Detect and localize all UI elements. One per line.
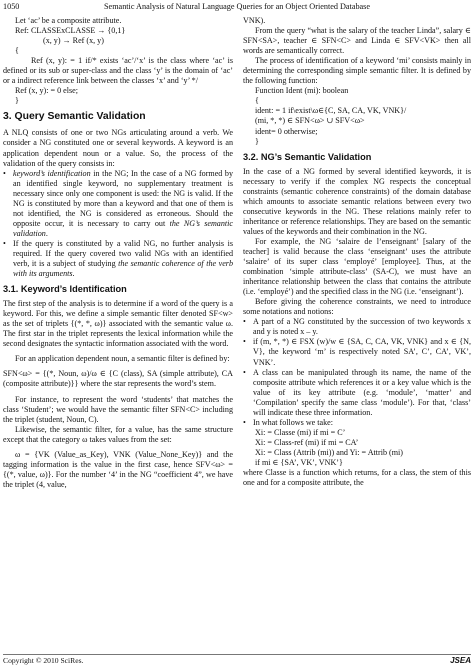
code-line: (x, y) → Ref (x, y) — [43, 36, 104, 46]
definition-line: Xi: = Classe (mi) if mi = C’ — [255, 427, 346, 437]
code-line: Function Ident (mi): boolean — [255, 86, 349, 96]
subsection-title: 3.1. Keyword’s Identification — [3, 284, 127, 295]
bullet-text: A part of a NG constituted by the succession of two keywords x and y is noted x – y. — [253, 317, 471, 337]
definition-line: Xi: = Class (Attrib (mi)) and Yi: = Attrib (mi) — [255, 447, 403, 457]
paragraph: SFN<ω> = {(*, Noun, ω)/ω ∈ {C (class), SA (simple attribute), CA (composite attribute)}} where the star represents the word’s stem. — [3, 369, 233, 389]
definition-line: Xi: = Class-ref (mi) if mi = CA’ — [255, 437, 359, 447]
bullet-icon: • — [3, 168, 6, 178]
subsection-title: 3.2. NG’s Semantic Validation — [243, 151, 372, 162]
bullet-item — [243, 368, 471, 418]
code-line: } — [15, 96, 19, 106]
paragraph: A NLQ consists of one or two NGs articulating around a verb. We consider a NG constituted one or several keywords. A keyword is an application dependent noun or a value. So, the process of the validation of the query consists in: — [3, 128, 233, 168]
bullet-item — [243, 418, 471, 428]
right-column — [243, 16, 471, 488]
bullet-icon: • — [3, 238, 6, 248]
code-line: Ref (x, y): = 1 if/* exists ‘ac’/‘x’ is the class where ‘ac’ is defined or its sub or super-class and the class ‘y’ is the domain of ‘ac’ or a indirect reference link between the classes ‘x’ and ‘y’ */ — [3, 56, 233, 86]
page-number: 1050 — [3, 2, 20, 11]
code-line: ident: = 1 if\exist\ω∈{C, SA, CA, VK, VNK}/ — [255, 106, 407, 116]
bullet-icon: • — [243, 317, 246, 327]
code-line: { — [15, 46, 19, 56]
bullet-item — [243, 317, 471, 337]
bullet-icon: • — [243, 367, 246, 377]
code-line: { — [255, 96, 259, 106]
paragraph: The first step of the analysis is to determine if a word of the query is a keyword. For this, we define a simple semantic filter denoted SF<w> as the set of triplets {(*, *, ω)} associated with the semantic value ω. The first star in the triplet represents the lexical information while the second designates the syntactic information associated with the word. — [3, 299, 233, 349]
code-line: Ref (x, y): = 0 else; — [15, 86, 79, 96]
code-line: ident= 0 otherwise; — [255, 126, 318, 136]
bullet-item — [3, 169, 233, 239]
definition-line: if mi ∈ {SA’, VK’, VNK’} — [255, 457, 343, 467]
code-line: (mi, *, *) ∈ SFN<ω> ∪ SFV<ω> — [255, 116, 365, 126]
paragraph: For an application dependent noun, a semantic filter is defined by: — [15, 354, 230, 364]
bullet-text: A class can be manipulated through its name, the name of the composite attribute which references it or a key value which is the value of its key attribute (e.g. ‘module’, ‘matter’ and ‘Compilation’ specify the same class ‘module’). For that, ‘class’ will indicate these three information. — [253, 367, 471, 417]
bullet-icon: • — [243, 337, 246, 347]
bullet-item — [3, 239, 233, 279]
left-column — [3, 16, 233, 490]
paragraph: For example, the NG ‘salaire de l’enseignant’ [salary of the teacher] is valid because the class ‘enseignant’ uses the attribute ‘salaire’ of its super class ‘employé’ [employee]. Thus, at the combination ‘simple attribute-class’ (SA-C), we must have an inheritance relationship between the class that contains the attribute (i.e. ‘employé’) and the specified class in the NG (i.e. ‘enseignant’). — [243, 236, 471, 297]
paragraph: ω = {VK (Value_as_Key), VNK (Value_None_Key)} and the tagging information is the value in the first case, hence SFV<ω> = {(*, value, ω)}. For the number ‘4’ in the NG “coefficient 4”, we have the triplet (4, value, — [3, 449, 233, 489]
paragraph: In the case of a NG formed by several identified keywords, it is necessary to verify if the complex NG respects the conceptual constraints (semantic coherence constraints) of the domain database which amounts to associate semantic relations between every two consecutive keywords in the NG. These relations mainly refer to inheritance or reference relationships. They are based on the semantic values of the keywords and their combination in the NG. — [243, 166, 471, 236]
code-line: } — [255, 136, 259, 146]
paragraph: The process of identification of a keyword ‘mi’ consists mainly in determining the corresponding simple semantic filter. It is defined by the following function: — [243, 56, 471, 86]
paragraph: where Classe is a function which returns, for a class, the stem of this one and for a composite attribute, the — [243, 468, 471, 488]
paragraph: Likewise, the semantic filter, for a value, has the same structure except that the category ω takes values from the set: — [3, 424, 233, 444]
footer-journal: JSEA — [450, 656, 471, 665]
paragraph: Before giving the coherence constraints, we need to introduce some notations and notions: — [243, 297, 471, 317]
bullet-text: If the query is constituted by a valid NG, no further analysis is required. If the query covered two valid NGs with an identified verb, it is a subject of studying the semantic coherence of the verb with its arguments. — [13, 238, 234, 279]
code-line: Let ‘ac’ be a composite attribute. — [15, 16, 122, 25]
page-header — [0, 0, 474, 14]
bullet-icon: • — [243, 417, 246, 427]
bullet-text: In what follows we take: — [253, 417, 334, 427]
footer-copyright: Copyright © 2010 SciRes. — [3, 656, 84, 665]
section-title: 3. Query Semantic Validation — [3, 111, 146, 123]
paragraph: For instance, to represent the word ‘students’ that matches the class ‘Student’; we would have the semantic filter SFN<C> including the triplet (student, Noun, C). — [3, 394, 233, 424]
paragraph: From the query “what is the salary of the teacher Linda”, salary ∈ SFN<SA>, teacher ∈ SFN<C> and Linda ∈ SFV<VK> then all words are semantically correct. — [243, 26, 471, 56]
code-line: Ref: CLASSExCLASSE → {0,1} — [15, 26, 126, 36]
bullet-text: keyword’s identification in the NG; In the case of a NG formed by an identified single keyword, no supplementary treatment is necessary since only one component is used: the NG is valid. If the NG is constituted by more than a keyword and that one of them is not identified, the NG is considered as erroneous. Should the opposite occur, it is necessary to carry out the NG’s semantic validation. — [13, 168, 233, 238]
bullet-text: if (m, *, *) ∈ FSX (w)/w ∈ {SA, C, CA, VK, VNK} and x ∈ {N, V}, the keyword ‘m’ is respectively noted SA’, C’, CA’, VK’, VNK’. — [253, 337, 471, 367]
bullet-item — [243, 337, 471, 367]
paragraph: VNK). — [243, 16, 266, 25]
running-title: Semantic Analysis of Natural Language Queries for an Object Oriented Database — [104, 2, 370, 11]
